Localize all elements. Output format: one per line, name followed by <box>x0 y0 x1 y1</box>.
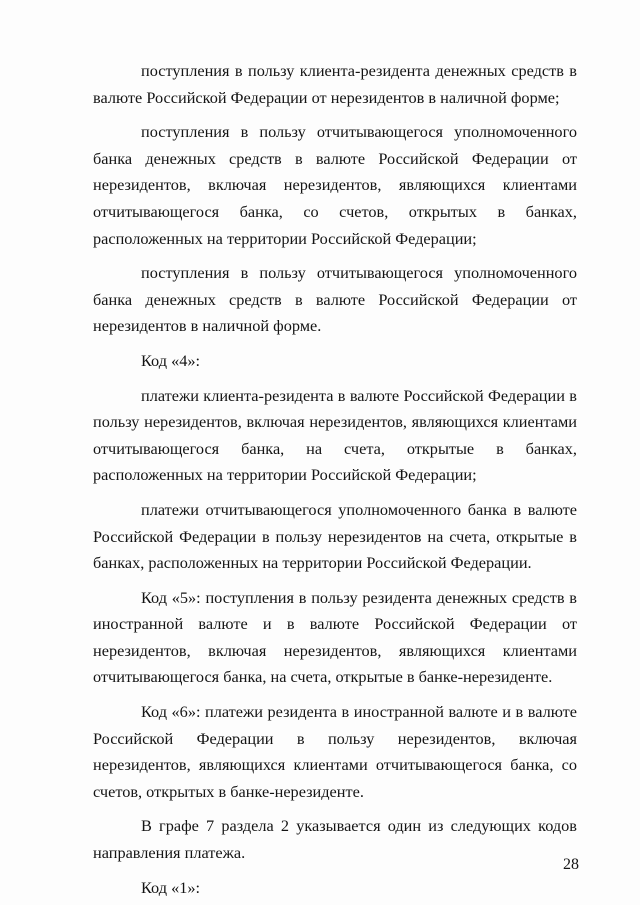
paragraph-payments-bank: платежи отчитывающегося уполномоченного банка в валюте Российской Федерации в пользу нерезидентов на счета, открытые в банках, расположенных на территории Российской Федерации. <box>93 499 577 573</box>
paragraph-code-5: Код «5»: поступления в пользу резидента денежных средств в иностранной валюте и в валюте Российской Федерации от нерезидентов, включая нерезидентов, являющихся клиентами отчитывающегося банка, на счета, открытые в банке-нерезиденте. <box>93 587 577 687</box>
paragraph-section-2-column-7: В графе 7 раздела 2 указывается один из следующих кодов направления платежа. <box>93 816 577 863</box>
code-4-heading: Код «4»: <box>141 350 201 370</box>
paragraph-receipts-bank-cash: поступления в пользу отчитывающегося уполномоченного банка денежных средств в валюте Российской Федерации от нерезидентов в наличной форме. <box>93 263 577 336</box>
paragraph-cash-receipts-client: поступления в пользу клиента-резидента денежных средств в валюте Российской Федерации от нерезидентов в наличной форме; <box>93 61 577 107</box>
paragraph-receipts-bank-accounts: поступления в пользу отчитывающегося уполномоченного банка денежных средств в валюте Российской Федерации от нерезидентов, включая нерезидентов, являющихся клиентами отчитывающегося банка, со счетов, открытых в банках, расположенных на территории Российской Федерации; <box>93 122 577 248</box>
document-body <box>93 58 577 901</box>
page-number: 28 <box>563 856 579 873</box>
paragraph-code-6: Код «6»: платежи резидента в иностранной валюте и в валюте Российской Федерации в пользу нерезидентов, включая нерезидентов, являющихся клиентами отчитывающегося банка, со счетов, открытых в банке-нерезиденте. <box>93 702 577 801</box>
paragraph-payments-client: платежи клиента-резидента в валюте Российской Федерации в пользу нерезидентов, включая нерезидентов, являющихся клиентами отчитывающегося банка, на счета, открытые в банках, расположенных на территории Российской Федерации; <box>93 385 577 485</box>
code-1-heading: Код «1»: <box>141 877 201 897</box>
